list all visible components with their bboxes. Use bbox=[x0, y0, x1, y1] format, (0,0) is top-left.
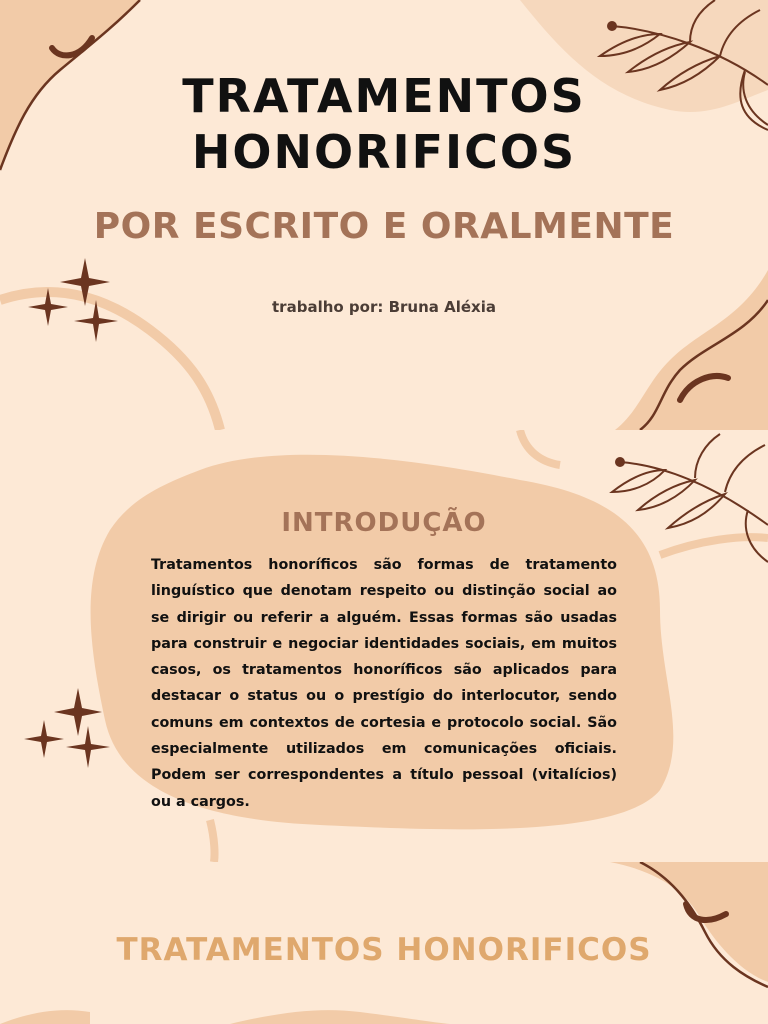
section-slide bbox=[0, 862, 768, 1024]
sparkle-icon bbox=[24, 688, 110, 768]
section-title: TRATAMENTOS HONORIFICOS bbox=[116, 932, 652, 968]
page-title bbox=[0, 68, 768, 180]
author-credit: trabalho por: Bruna Aléxia bbox=[272, 298, 496, 316]
title-line-1: TRATAMENTOS bbox=[182, 69, 586, 123]
section-heading: INTRODUÇÃO bbox=[281, 508, 487, 538]
title-line-2: HONORIFICOS bbox=[191, 125, 577, 179]
intro-paragraph: Tratamentos honoríficos são formas de tratamento linguístico que denotam respeito ou distinção social ao se dirigir ou referir a alguém. Essas formas são usadas para construir e negociar identidades sociais, em muitos casos, os tratamentos honoríficos são aplicados para destacar o status ou o prestígio do interlocutor, sendo comuns em contextos de cortesia e protocolo social. São especialmente utilizados em comunicações oficiais. Podem ser correspondentes a título pessoal (vitalícios) ou a cargos. bbox=[151, 557, 617, 810]
subtitle: POR ESCRITO E ORALMENTE bbox=[93, 206, 675, 247]
introduction-slide bbox=[0, 430, 768, 862]
title-slide bbox=[0, 0, 768, 430]
